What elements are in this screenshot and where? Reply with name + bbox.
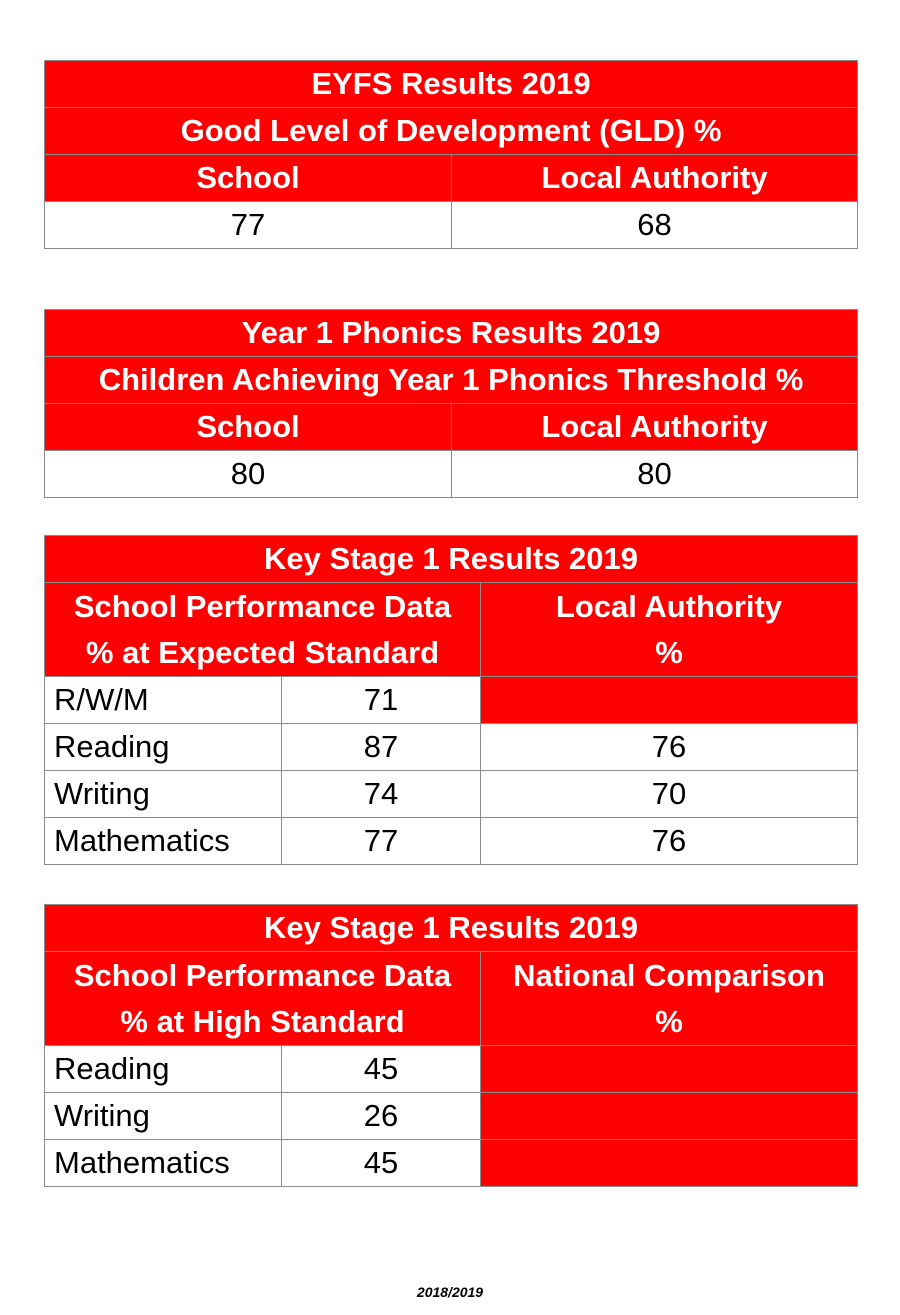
table-row bbox=[45, 677, 858, 724]
school-value-cell: 77 bbox=[282, 818, 481, 865]
phonics-school-value: 80 bbox=[45, 451, 452, 498]
ks1-expected-la-header-line2: % bbox=[655, 634, 683, 670]
eyfs-la-header: Local Authority bbox=[452, 155, 858, 202]
ks1-high-school-header-line2: % at High Standard bbox=[120, 1003, 405, 1039]
table-row bbox=[45, 724, 858, 771]
subject-cell: R/W/M bbox=[45, 677, 282, 724]
table-row bbox=[45, 771, 858, 818]
subject-cell: Mathematics bbox=[45, 1140, 282, 1187]
ks1-high-title: Key Stage 1 Results 2019 bbox=[45, 905, 858, 952]
subject-cell: Writing bbox=[45, 771, 282, 818]
phonics-title: Year 1 Phonics Results 2019 bbox=[45, 310, 858, 357]
eyfs-la-value: 68 bbox=[452, 202, 858, 249]
eyfs-title: EYFS Results 2019 bbox=[45, 61, 858, 108]
table-row bbox=[45, 1046, 858, 1093]
school-value-cell: 45 bbox=[282, 1046, 481, 1093]
school-value-cell: 87 bbox=[282, 724, 481, 771]
ks1-expected-school-header-line2: % at Expected Standard bbox=[85, 634, 440, 670]
ks1-high-school-header-line1: School Performance Data bbox=[73, 957, 452, 993]
eyfs-school-value: 77 bbox=[45, 202, 452, 249]
eyfs-school-header: School bbox=[45, 155, 452, 202]
ks1-high-national-header-line1: National Comparison bbox=[513, 957, 825, 993]
subject-cell: Reading bbox=[45, 1046, 282, 1093]
subject-cell: Mathematics bbox=[45, 818, 282, 865]
page-footer: 2018/2019 bbox=[416, 1284, 484, 1300]
phonics-la-value: 80 bbox=[452, 451, 858, 498]
ks1-expected-school-header-line1: School Performance Data bbox=[73, 588, 452, 624]
comparison-value-cell bbox=[481, 1093, 858, 1140]
school-value-cell: 74 bbox=[282, 771, 481, 818]
subject-cell: Writing bbox=[45, 1093, 282, 1140]
table-row bbox=[45, 1093, 858, 1140]
ks1-expected-school-header bbox=[45, 583, 481, 677]
phonics-subtitle: Children Achieving Year 1 Phonics Threshold % bbox=[45, 357, 858, 404]
phonics-school-header: School bbox=[45, 404, 452, 451]
school-value-cell: 26 bbox=[282, 1093, 481, 1140]
ks1-expected-la-header-line1: Local Authority bbox=[555, 588, 783, 624]
comparison-value-cell: 76 bbox=[481, 818, 858, 865]
school-value-cell: 45 bbox=[282, 1140, 481, 1187]
ks1-high-table bbox=[44, 904, 858, 1187]
ks1-high-national-header bbox=[481, 952, 858, 1046]
school-value-cell: 71 bbox=[282, 677, 481, 724]
comparison-value-cell bbox=[481, 1046, 858, 1093]
table-row bbox=[45, 818, 858, 865]
subject-cell: Reading bbox=[45, 724, 282, 771]
ks1-expected-la-header bbox=[481, 583, 858, 677]
phonics-results-table bbox=[44, 309, 858, 498]
ks1-high-school-header bbox=[45, 952, 481, 1046]
table-row bbox=[45, 1140, 858, 1187]
phonics-la-header: Local Authority bbox=[452, 404, 858, 451]
eyfs-results-table bbox=[44, 60, 858, 249]
comparison-value-cell: 70 bbox=[481, 771, 858, 818]
comparison-value-cell: 76 bbox=[481, 724, 858, 771]
ks1-expected-table bbox=[44, 535, 858, 865]
comparison-value-cell bbox=[481, 677, 858, 724]
ks1-expected-title: Key Stage 1 Results 2019 bbox=[45, 536, 858, 583]
ks1-high-national-header-line2: % bbox=[655, 1003, 683, 1039]
comparison-value-cell bbox=[481, 1140, 858, 1187]
eyfs-subtitle: Good Level of Development (GLD) % bbox=[45, 108, 858, 155]
